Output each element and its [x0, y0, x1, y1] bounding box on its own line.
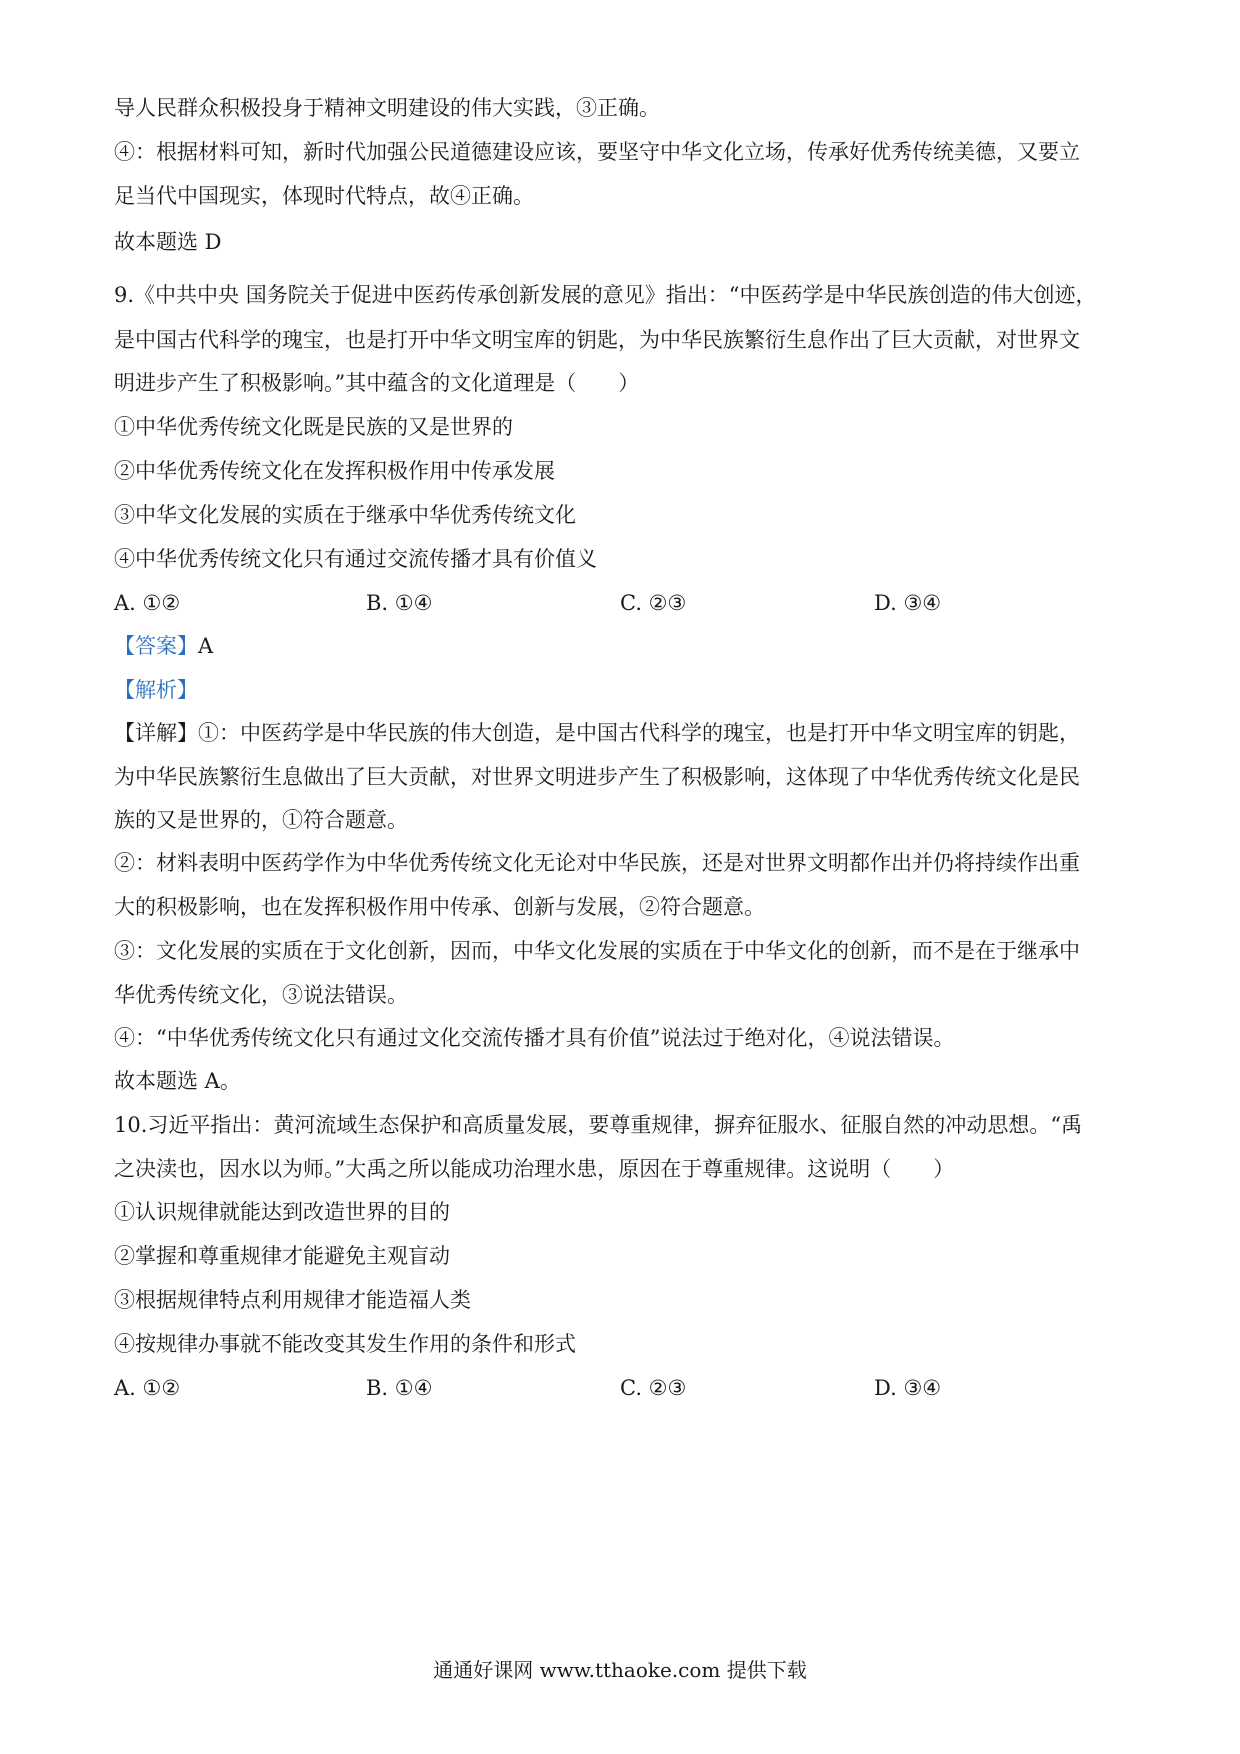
q10-option-a: A. ①② [114, 1376, 181, 1400]
q10-statement-2: ②掌握和尊重规律才能避免主观盲动 [114, 1244, 450, 1268]
analysis-label: 【解析】 [114, 678, 198, 702]
q9-answer [114, 631, 1134, 661]
q9-stem-line: 是中国古代科学的瑰宝，也是打开中华文明宝库的钥匙，为中华民族繁衍生息作出了巨大贡献，对世界文 [114, 328, 1080, 352]
page-footer: 通通好课网 www.tthaoke.com 提供下载 [433, 1658, 807, 1682]
q9-analysis [114, 675, 1134, 705]
q9-option-c: C. ②③ [620, 591, 687, 615]
q9-detail-line: ②：材料表明中医药学作为中华优秀传统文化无论对中华民族，还是对世界文明都作出并仍将持续作出重 [114, 851, 1080, 875]
detail-text: ①：中医药学是中华民族的伟大创造，是中国古代科学的瑰宝，也是打开中华文明宝库的钥匙， [198, 721, 1080, 745]
q9-detail-line: 族的又是世界的，①符合题意。 [114, 808, 408, 832]
q9-statement-3: ③中华文化发展的实质在于继承中华优秀传统文化 [114, 503, 576, 527]
q9-detail-line: 为中华民族繁衍生息做出了巨大贡献，对世界文明进步产生了积极影响，这体现了中华优秀传统文化是民 [114, 765, 1080, 789]
q9-stem-line: 明进步产生了积极影响。”其中蕴含的文化道理是（ ） [114, 371, 640, 395]
q9-option-d: D. ③④ [874, 591, 942, 615]
q10-options [114, 1373, 1134, 1403]
detail-label: 【详解】 [114, 721, 198, 745]
q10-option-b: B. ①④ [366, 1376, 433, 1400]
text-line: 足当代中国现实，体现时代特点，故④正确。 [114, 184, 534, 208]
q9-options [114, 588, 1134, 618]
q9-detail-line: 故本题选 A。 [114, 1069, 241, 1093]
q10-option-c: C. ②③ [620, 1376, 687, 1400]
q9-option-a: A. ①② [114, 591, 181, 615]
q9-detail-line: 大的积极影响，也在发挥积极作用中传承、创新与发展，②符合题意。 [114, 895, 765, 919]
q9-detail-line [114, 718, 1134, 748]
q9-statement-1: ①中华优秀传统文化既是民族的又是世界的 [114, 415, 513, 439]
q10-statement-4: ④按规律办事就不能改变其发生作用的条件和形式 [114, 1332, 576, 1356]
q9-option-b: B. ①④ [366, 591, 433, 615]
text-line: 故本题选 D [114, 230, 222, 254]
q9-statement-4: ④中华优秀传统文化只有通过交流传播才具有价值义 [114, 547, 597, 571]
q9-detail-line: 华优秀传统文化，③说法错误。 [114, 983, 408, 1007]
q10-statement-1: ①认识规律就能达到改造世界的目的 [114, 1200, 450, 1224]
q10-stem-line: 之决渎也，因水以为师。”大禹之所以能成功治理水患，原因在于尊重规律。这说明（ ） [114, 1157, 955, 1181]
q10-option-d: D. ③④ [874, 1376, 942, 1400]
text-line: 导人民群众积极投身于精神文明建设的伟大实践，③正确。 [114, 96, 660, 120]
q10-stem-line: 10.习近平指出：黄河流域生态保护和高质量发展，要尊重规律，摒弃征服水、征服自然的冲动思想。“禹 [114, 1113, 1083, 1137]
answer-value: A [198, 634, 214, 658]
q9-statement-2: ②中华优秀传统文化在发挥积极作用中传承发展 [114, 459, 555, 483]
text-line: ④：根据材料可知，新时代加强公民道德建设应该，要坚守中华文化立场，传承好优秀传统美德，又要立 [114, 140, 1080, 164]
q9-detail-line: ④：“中华优秀传统文化只有通过文化交流传播才具有价值”说法过于绝对化，④说法错误。 [114, 1026, 955, 1050]
q9-detail-line: ③：文化发展的实质在于文化创新，因而，中华文化发展的实质在于中华文化的创新，而不是在于继承中 [114, 939, 1080, 963]
q10-statement-3: ③根据规律特点利用规律才能造福人类 [114, 1288, 471, 1312]
answer-label: 【答案】 [114, 634, 198, 658]
q9-stem-line: 9.《中共中央 国务院关于促进中医药传承创新发展的意见》指出：“中医药学是中华民族创造的伟大创迹， [114, 283, 1097, 307]
